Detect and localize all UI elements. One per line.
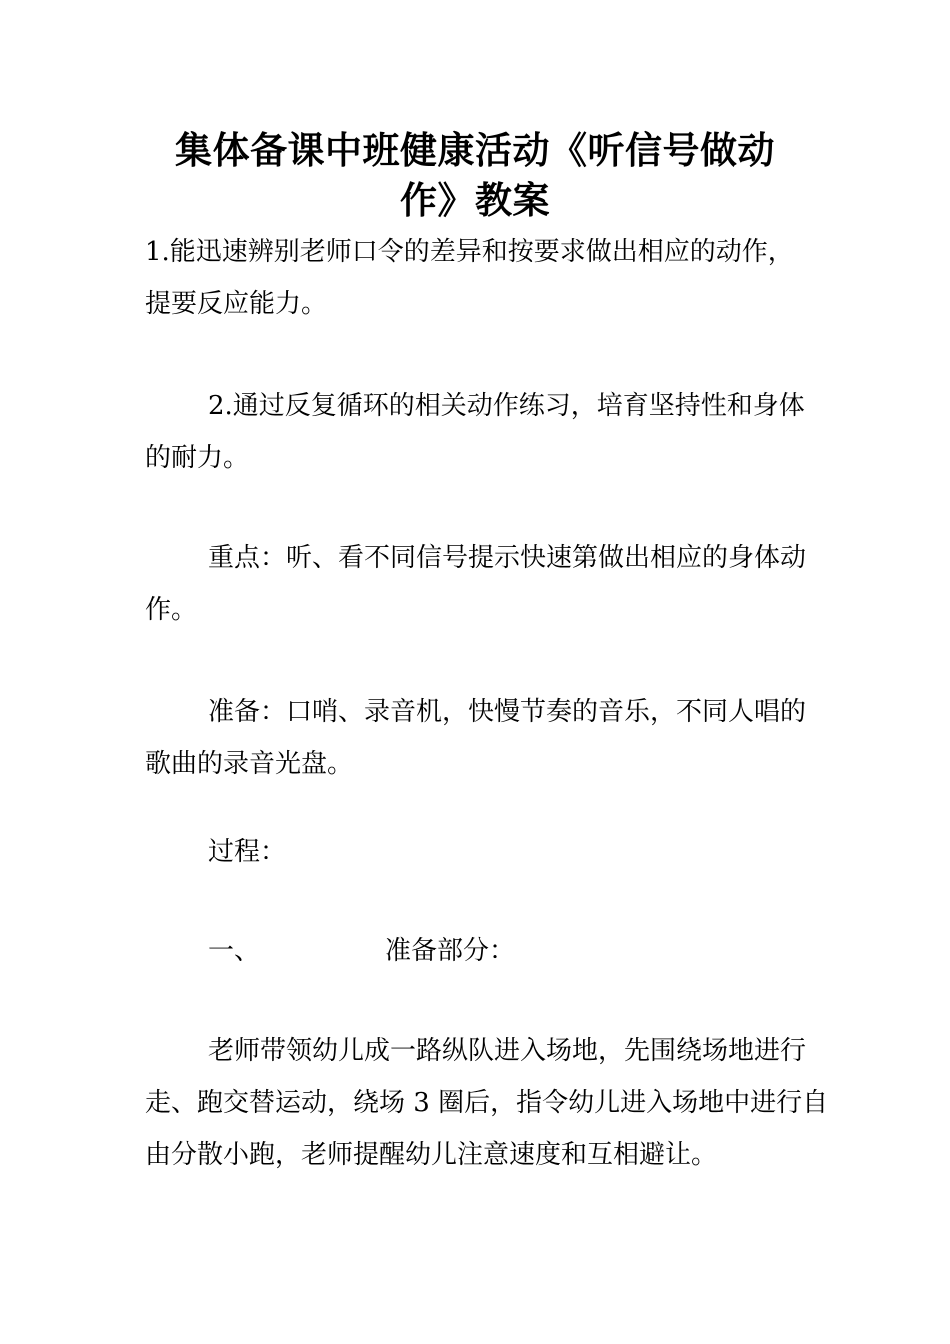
document-title-line-1: 集体备课中班健康活动《听信号做动 [175,129,775,172]
preparation-line-2: 歌曲的录音光盘。 [145,749,354,779]
section-1-number: 一、 [208,936,261,966]
section-1-line-3: 由分散小跑，老师提醒幼儿注意速度和互相避让。 [145,1140,718,1170]
goal-2-line-2: 的耐力。 [145,443,250,473]
preparation-line-1: 准备：口哨、录音机，快慢节奏的音乐，不同人唱的 [208,697,807,727]
document-title-line-2: 作》教案 [400,179,550,222]
key-point-line-1: 重点：听、看不同信号提示快速第做出相应的身体动 [208,543,807,573]
goal-2-line-1: 2.通过反复循环的相关动作练习，培育坚持性和身体 [208,391,805,421]
goal-1-line-2: 提要反应能力。 [145,289,328,319]
section-1-line-2: 走、跑交替运动，绕场 3 圈后，指令幼儿进入场地中进行自 [145,1088,829,1118]
section-1-line-1: 老师带领幼儿成一路纵队进入场地，先围绕场地进行 [208,1036,807,1066]
goal-1-line-1: 1.能迅速辨别老师口令的差异和按要求做出相应的动作， [145,237,794,267]
process-label: 过程： [208,837,287,867]
section-1-title: 准备部分： [385,936,516,966]
key-point-line-2: 作。 [145,595,198,625]
